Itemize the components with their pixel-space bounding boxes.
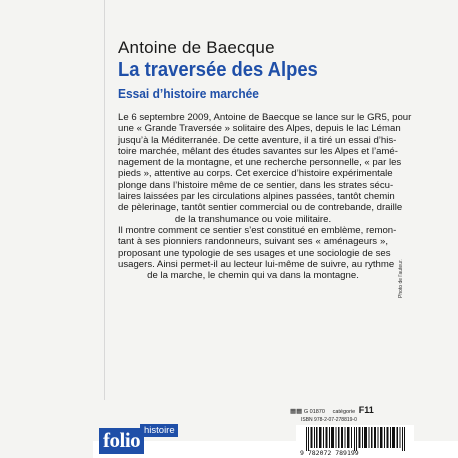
category-value: F11	[358, 405, 374, 415]
blurb-line: nagement de la montagne, et une recherche personnelle, « par les	[118, 157, 402, 169]
blurb-line: Il montre comment ce sentier s’est constitué en emblème, remon-	[118, 224, 397, 236]
blurb-line: tant à ses pionniers randonneurs, suivant ses « aménageurs »,	[118, 236, 388, 248]
barcode-digits: 9 782072 789199	[300, 449, 359, 457]
folio-wordmark: folio	[99, 428, 144, 454]
blurb-line: pieds », attentive au corps. Cet exercice d’histoire expérimentale	[118, 168, 393, 180]
series-name: histoire	[140, 424, 178, 437]
catalog-code-row	[290, 405, 374, 415]
cover-divider	[104, 0, 105, 400]
blurb-line: une « Grande Traversée » solitaire des Alpes, depuis le lac Léman	[118, 123, 401, 135]
blurb-line: proposant une typologie de ses usages et une sociologie de ses	[118, 247, 391, 259]
barcode-bars	[306, 427, 406, 451]
blurb-line: de la marche, le chemin qui va dans la montagne.	[147, 270, 359, 282]
blurb-line: Le 6 septembre 2009, Antoine de Baecque se lance sur le GR5, pour	[118, 112, 412, 123]
grid-icon: ▦▦	[290, 408, 303, 415]
category-label: catégorie	[332, 409, 356, 415]
book-title: La traversée des Alpes	[118, 59, 318, 81]
blurb-line: jusqu’à la Méditerranée. De cette aventure, il a tiré un essai d’his-	[118, 134, 397, 146]
blurb-line: toire marchée, mêlant des études savantes sur les Alpes et l’amé-	[118, 145, 398, 157]
book-subtitle: Essai d’histoire marchée	[118, 86, 259, 101]
author-name: Antoine de Baecque	[118, 38, 275, 57]
folio-logo	[99, 424, 144, 454]
blurb-line: usagers. Ainsi permet-il au lecteur lui-même de suivre, au rythme	[118, 258, 395, 270]
catalog-code: G 01870	[303, 409, 325, 415]
blurb-line: de la transhumance ou voie militaire.	[174, 213, 332, 225]
blurb-line: plonge dans l’histoire même de ce sentier, dans les strates sécu-	[118, 179, 394, 191]
barcode	[296, 425, 414, 458]
isbn-number: ISBN 978-2-07-278819-0	[301, 417, 357, 423]
photo-credit: Photo de l'auteur.	[398, 259, 404, 298]
blurb-line: laires laissées par les circulations alpines passées, tantôt chemin	[118, 191, 395, 203]
blurb-line: de pèlerinage, tantôt sentier commercial ou de contrebande, draille	[118, 202, 403, 214]
